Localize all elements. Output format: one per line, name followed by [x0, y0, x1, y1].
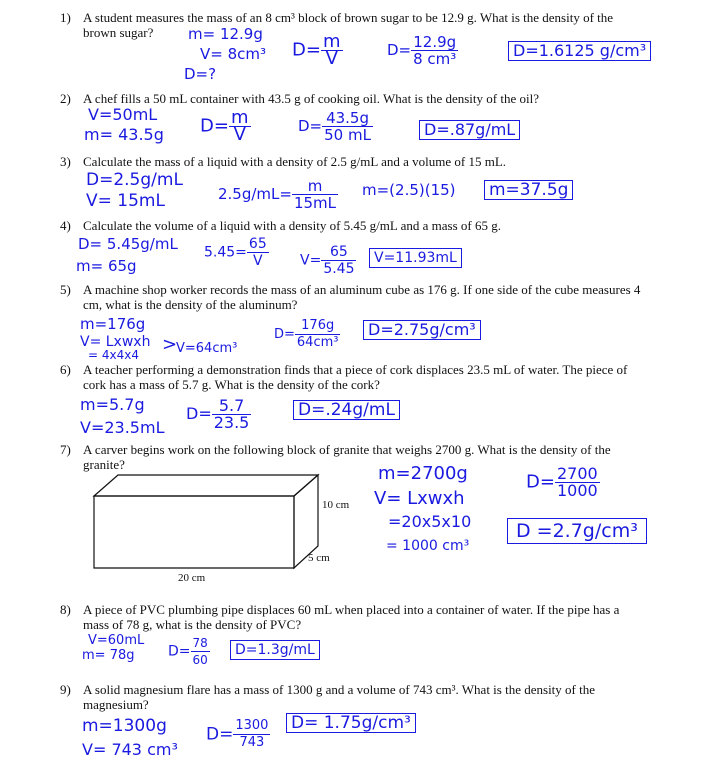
answer-substitution: D= $\frac{5.7}{23.5}$	[186, 396, 250, 432]
answer-mass: m=5.7g	[80, 395, 145, 414]
dimension-depth-label: 5 cm	[308, 552, 330, 564]
dimension-length-label: 20 cm	[178, 572, 206, 584]
answer-volume: V= 15mL	[86, 191, 165, 211]
greater-than-brace-icon: >	[162, 334, 178, 355]
question-number: 5)	[60, 282, 71, 297]
question-number: 3)	[60, 154, 71, 169]
question-text: A carver begins work on the following block of granite that weighs 2700 g. What is the density of the granite?	[83, 442, 611, 472]
block-front-face	[94, 496, 294, 568]
answer-mass: m= 65g	[76, 257, 137, 275]
answer-volume: V= 8cm³	[200, 45, 267, 63]
answer-substitution: D= $\frac{1300}{743}$	[206, 718, 269, 750]
answer-volume: V= 743 cm³	[82, 740, 178, 759]
answer-volume: V=50mL	[88, 105, 158, 124]
question-number: 4)	[60, 218, 71, 233]
answer-result-box: D=.24g/mL	[293, 400, 400, 420]
answer-calculation: m=(2.5)(15)	[362, 181, 456, 199]
answer-result-box: D=2.75g/cm³	[363, 320, 481, 340]
answer-result-box: D=1.3g/mL	[230, 640, 320, 660]
question-number: 1)	[60, 10, 71, 25]
answer-volume-expansion: = 4x4x4	[88, 348, 139, 362]
question-text: A chef fills a 50 mL container with 43.5 g of cooking oil. What is the density of the oil?	[83, 91, 539, 106]
answer-formula: D= $\frac{m}{V}$	[200, 107, 249, 145]
question-text: A machine shop worker records the mass of an aluminum cube as 176 g. If one side of the cube measures 4 cm, what is the density of the aluminum?	[83, 282, 641, 312]
answer-volume-result: = 1000 cm³	[386, 538, 470, 554]
answer-result-box: m=37.5g	[484, 180, 573, 200]
question-number: 2)	[60, 91, 71, 106]
answer-substitution: D= $\frac{2700}{1000}$	[526, 464, 598, 500]
answer-density: D= 5.45g/mL	[78, 235, 178, 253]
question-text: A piece of PVC plumbing pipe displaces 60 mL when placed into a container of water. If the pipe has a mass of 78 g, what is the density of PVC?	[83, 602, 620, 632]
answer-result-box: D= 1.75g/cm³	[286, 713, 416, 733]
answer-density: D=2.5g/mL	[86, 170, 183, 190]
answer-mass: m=176g	[80, 315, 146, 333]
answer-mass: m= 12.9g	[188, 25, 263, 43]
answer-formula: D= $\frac{m}{V}$	[292, 31, 341, 69]
answer-volume: V= Lxwxh	[80, 334, 151, 350]
granite-block-diagram	[88, 472, 328, 576]
answer-mass: m=1300g	[82, 716, 167, 736]
question-number: 8)	[60, 602, 71, 617]
answer-substitution: D= $\frac{78}{60}$	[168, 636, 208, 667]
answer-result-box: D=1.6125 g/cm³	[508, 41, 651, 61]
answer-volume-result: V=64cm³	[176, 341, 238, 356]
answer-result-box: V=11.93mL	[369, 248, 462, 268]
question-text: A solid magnesium flare has a mass of 1300 g and a volume of 743 cm³. What is the density of the magnesium?	[83, 682, 596, 712]
question-text: A student measures the mass of an 8 cm³ block of brown sugar to be 12.9 g. What is the density of the brown sugar?	[83, 10, 614, 40]
answer-result-box: D =2.7g/cm³	[507, 518, 647, 544]
question-text: Calculate the mass of a liquid with a density of 2.5 g/mL and a volume of 15 mL.	[83, 154, 507, 169]
dimension-height-label: 10 cm	[322, 499, 350, 511]
answer-equation: 2.5g/mL= $\frac{m}{15mL}$	[218, 177, 337, 212]
question-number: 9)	[60, 682, 71, 697]
answer-volume: V=23.5mL	[80, 418, 165, 437]
question-text: A teacher performing a demonstration finds that a piece of cork displaces 23.5 mL of water. The piece of cork has a mass of 5.7 g. What is the density of the cork?	[83, 362, 628, 392]
block-top-face	[94, 475, 318, 496]
question-number: 7)	[60, 442, 71, 457]
answer-volume: V=60mL	[88, 633, 145, 648]
answer-equation: 5.45= $\frac{65}{V}$	[204, 236, 267, 269]
answer-volume: V= Lxwxh	[374, 488, 465, 509]
answer-substitution: D= $\frac{43.5g}{50 mL}$	[298, 109, 371, 144]
answer-substitution: D= $\frac{176g}{\text{64cm³}}$	[274, 318, 339, 350]
answer-substitution: V= $\frac{65}{5.45}$	[300, 244, 355, 277]
answer-mass: m= 43.5g	[84, 125, 164, 144]
answer-mass: m=2700g	[378, 463, 468, 484]
answer-result-box: D=.87g/mL	[419, 120, 520, 140]
question-text: Calculate the volume of a liquid with a density of 5.45 g/mL and a mass of 65 g.	[83, 218, 501, 233]
answer-volume-expansion: =20x5x10	[388, 512, 472, 531]
answer-substitution: D= $\frac{12.9g}{\text{8 cm³}}$	[387, 33, 457, 68]
question-number: 6)	[60, 362, 71, 377]
answer-density-unknown: D=?	[184, 65, 217, 83]
answer-mass: m= 78g	[82, 648, 135, 663]
